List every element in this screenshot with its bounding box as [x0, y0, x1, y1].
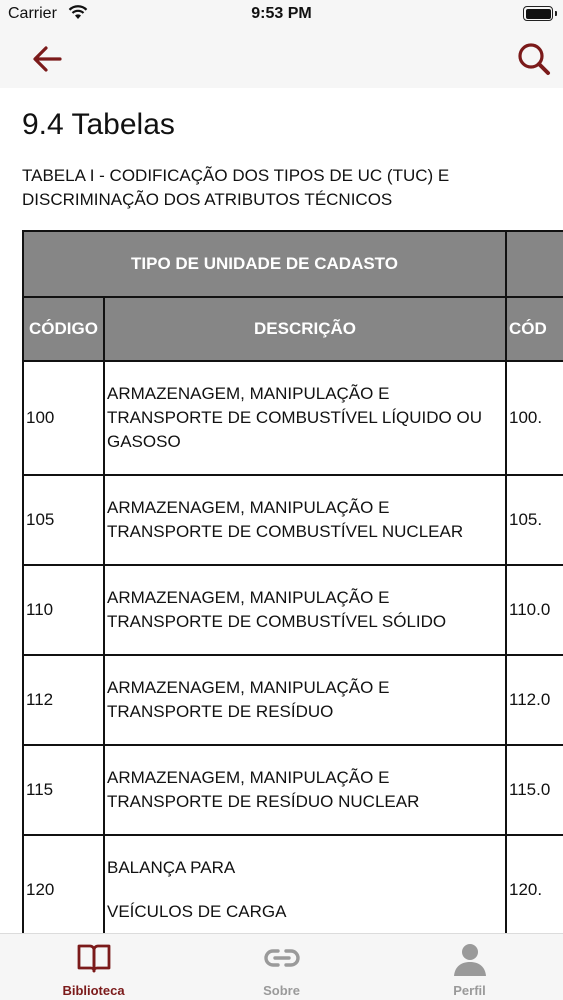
- column-header-code: CÓDIGO: [23, 297, 104, 361]
- table-row: [23, 655, 563, 745]
- tab-label: Sobre: [263, 983, 300, 998]
- row-description: ARMAZENAGEM, MANIPULAÇÃO E TRANSPORTE DE RESÍDUO: [104, 655, 506, 745]
- arrow-left-icon: [28, 42, 68, 76]
- row-next-code: 105.: [506, 475, 563, 565]
- table-row: [23, 565, 563, 655]
- table-row: [23, 475, 563, 565]
- battery-tip: [555, 11, 557, 16]
- row-code: 115: [23, 745, 104, 835]
- tab-sobre[interactable]: [188, 934, 375, 1000]
- row-code: 105: [23, 475, 104, 565]
- row-code: 112: [23, 655, 104, 745]
- column-header-description: DESCRIÇÃO: [104, 297, 506, 361]
- row-next-code: 115.0: [506, 745, 563, 835]
- row-next-code: 112.0: [506, 655, 563, 745]
- row-description-line: VEÍCULOS DE CARGA: [107, 902, 287, 921]
- table-row: [23, 835, 563, 933]
- row-code: 100: [23, 361, 104, 475]
- battery-icon: [523, 6, 553, 21]
- group-header-next: [506, 231, 563, 297]
- tab-label: Biblioteca: [62, 983, 125, 998]
- search-button[interactable]: [515, 40, 555, 78]
- row-description: ARMAZENAGEM, MANIPULAÇÃO E TRANSPORTE DE COMBUSTÍVEL NUCLEAR: [104, 475, 506, 565]
- tab-biblioteca[interactable]: [0, 934, 187, 1000]
- row-next-code: 120.: [506, 835, 563, 933]
- group-header: TIPO DE UNIDADE DE CADASTO: [23, 231, 506, 297]
- table-row: [23, 361, 563, 475]
- tuc-table: [22, 230, 563, 933]
- tab-bar: [0, 933, 563, 1000]
- table-caption: TABELA I - CODIFICAÇÃO DOS TIPOS DE UC (TUC) E DISCRIMINAÇÃO DOS ATRIBUTOS TÉCNICOS: [22, 166, 450, 209]
- row-code: 110: [23, 565, 104, 655]
- tab-perfil[interactable]: [376, 934, 563, 1000]
- row-next-code: 100.: [506, 361, 563, 475]
- tab-label: Perfil: [453, 983, 486, 998]
- row-description: ARMAZENAGEM, MANIPULAÇÃO E TRANSPORTE DE COMBUSTÍVEL LÍQUIDO OU GASOSO: [104, 361, 506, 475]
- carrier-label: Carrier: [8, 5, 57, 22]
- row-description-line: BALANÇA PARA: [107, 858, 236, 877]
- row-code: 120: [23, 835, 104, 933]
- link-icon: [263, 942, 301, 974]
- row-description: ARMAZENAGEM, MANIPULAÇÃO E TRANSPORTE DE COMBUSTÍVEL SÓLIDO: [104, 565, 506, 655]
- table-row: [23, 745, 563, 835]
- table-scroll-container[interactable]: [22, 230, 563, 933]
- navigation-bar: [0, 30, 563, 88]
- book-icon: [76, 942, 112, 974]
- content-area[interactable]: [0, 88, 563, 933]
- row-description: ARMAZENAGEM, MANIPULAÇÃO E TRANSPORTE DE RESÍDUO NUCLEAR: [104, 745, 506, 835]
- search-icon: [515, 40, 555, 78]
- column-header-next: CÓD: [506, 297, 563, 361]
- page-title: 9.4 Tabelas: [22, 108, 175, 141]
- back-button[interactable]: [28, 42, 68, 76]
- row-next-code: 110.0: [506, 565, 563, 655]
- status-bar: [0, 0, 563, 30]
- row-description: [104, 835, 506, 933]
- status-time: 9:53 PM: [251, 5, 312, 22]
- person-icon: [452, 942, 488, 978]
